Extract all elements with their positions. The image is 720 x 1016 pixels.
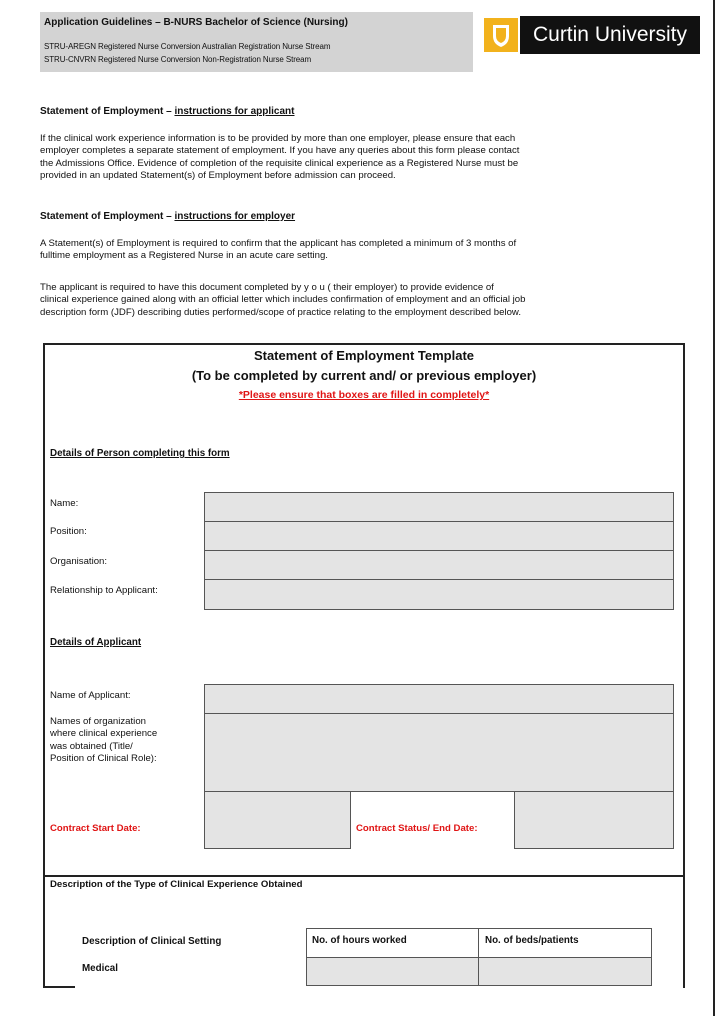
employer-instructions-text: A Statement(s) of Employment is required to confirm that the applicant has completed a minimum of 3 months of fulltime employment as a Registered Nurse in an acute care setting. <box>40 238 517 262</box>
organization-label: Names of organization where clinical experience was obtained (Title/ Position of Clinical Role): <box>50 716 158 765</box>
hours-medical-field[interactable] <box>306 957 479 986</box>
beds-column-header: No. of beds/patients <box>485 935 579 946</box>
template-title: Statement of Employment Template <box>253 348 475 363</box>
organisation-field[interactable] <box>204 550 674 580</box>
header-stream-line-2: STRU-CNVRN Registered Nurse Conversion Non-Registration Nurse Stream <box>44 55 312 64</box>
position-label: Position: <box>50 526 87 537</box>
relationship-label: Relationship to Applicant: <box>50 585 158 596</box>
applicant-required-text: The applicant is required to have this document completed by y o u ( their employer) to provide evidence of clinical experience gained along with an official letter which includes confirmation of employment and an official job description form (JDF) describing duties performed/scope of practice relating to the employment described below. <box>40 282 526 318</box>
beds-medical-field[interactable] <box>478 957 652 986</box>
applicant-name-field[interactable] <box>204 684 674 714</box>
applicant-section-heading: Details of Applicant <box>50 637 142 648</box>
hours-column-header: No. of hours worked <box>312 935 407 946</box>
name-label: Name: <box>50 498 79 509</box>
frame-divider <box>43 875 685 877</box>
organization-field[interactable] <box>204 713 674 792</box>
person-section-heading: Details of Person completing this form <box>50 448 230 459</box>
contract-start-field[interactable] <box>204 791 351 849</box>
setting-column-header: Description of Clinical Setting <box>82 936 222 947</box>
frame-bottom-rule <box>43 986 75 988</box>
contract-status-field[interactable] <box>514 791 674 849</box>
header-title: Application Guidelines – B-NURS Bachelor of Science (Nursing) <box>44 17 348 28</box>
contract-start-label: Contract Start Date: <box>50 823 141 834</box>
template-subtitle: (To be completed by current and/ or previous employer) <box>191 368 537 383</box>
page-edge-rule <box>713 0 715 1016</box>
name-field[interactable] <box>204 492 674 522</box>
university-logo: Curtin University <box>520 16 700 54</box>
setting-row-medical: Medical <box>82 963 118 974</box>
applicant-name-label: Name of Applicant: <box>50 690 131 701</box>
organisation-label: Organisation: <box>50 556 108 567</box>
header-stream-line-1: STRU-AREGN Registered Nurse Conversion Australian Registration Nurse Stream <box>44 42 331 51</box>
relationship-field[interactable] <box>204 579 674 610</box>
template-frame <box>43 343 685 988</box>
employer-instructions-heading: Statement of Employment – instructions for employer <box>40 211 296 222</box>
fill-completely-note: *Please ensure that boxes are filled in completely* <box>238 389 490 401</box>
contract-status-label: Contract Status/ End Date: <box>356 823 478 834</box>
experience-heading: Description of the Type of Clinical Experience Obtained <box>50 879 303 890</box>
applicant-instructions-text: If the clinical work experience information is to be provided by more than one employer, please ensure that each employer completes a separate statement of employment. If you have any queries about this form please contact the Admissions Office. Evidence of completion of the requisite clinical experience as a Registered Nurse must be provided in an updated Statement(s) of Employment before admission can proceed. <box>40 133 520 181</box>
applicant-instructions-heading: Statement of Employment – instructions for applicant <box>40 106 295 117</box>
position-field[interactable] <box>204 521 674 551</box>
curtin-crest-icon <box>484 18 518 52</box>
